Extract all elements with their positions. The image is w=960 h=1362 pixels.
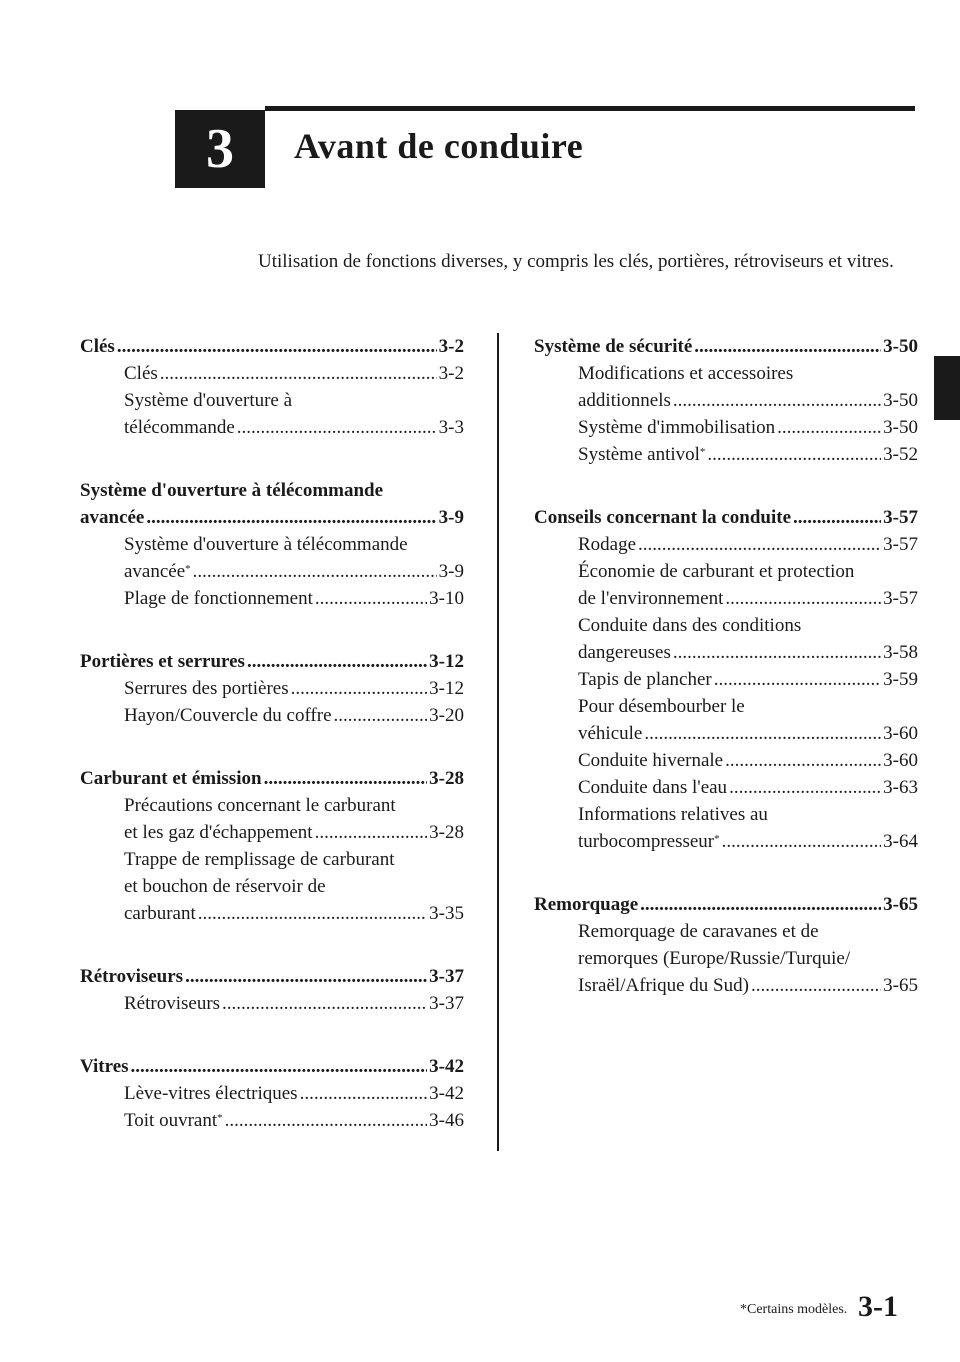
chapter-thumb-tab xyxy=(934,356,960,420)
page-ref: 3-37 xyxy=(429,993,464,1014)
asterisk-mark: * xyxy=(714,833,720,845)
toc-text: remorques (Europe/Russie/Turquie/ xyxy=(578,948,851,969)
toc-entry[interactable] xyxy=(80,846,464,873)
toc-text: avancée xyxy=(80,507,145,528)
page-ref: 3-28 xyxy=(429,822,464,843)
page-ref: 3-37 xyxy=(429,966,464,987)
chapter-title: Avant de conduire xyxy=(294,126,584,166)
asterisk-mark: * xyxy=(185,563,191,575)
page-ref: 3-10 xyxy=(429,588,464,609)
page-ref: 3-2 xyxy=(438,336,464,357)
dot-leader xyxy=(198,900,427,927)
toc-entry[interactable] xyxy=(534,945,918,972)
dot-leader xyxy=(315,585,427,612)
toc-text: Clés xyxy=(80,336,115,357)
page-ref: 3-12 xyxy=(429,651,464,672)
toc-text: Système antivol xyxy=(578,444,700,465)
page-ref: 3-60 xyxy=(883,723,918,744)
toc-entry[interactable] xyxy=(80,387,464,414)
toc-text: Conduite dans l'eau xyxy=(578,777,728,798)
toc-text: carburant xyxy=(124,903,196,924)
toc-text: Précautions concernant le carburant xyxy=(124,795,396,816)
toc-text: et bouchon de réservoir de xyxy=(124,876,326,897)
page-ref: 3-57 xyxy=(883,534,918,555)
toc-entry[interactable] xyxy=(80,675,464,702)
dot-leader xyxy=(185,963,427,990)
page-ref: 3-42 xyxy=(429,1083,464,1104)
page-ref: 3-52 xyxy=(883,444,918,465)
toc-text: Clés xyxy=(124,363,158,384)
dot-leader xyxy=(160,360,437,387)
chapter-number: 3 xyxy=(206,118,234,180)
dot-leader xyxy=(793,504,881,531)
page-ref: 3-20 xyxy=(429,705,464,726)
toc-text: Remorquage de caravanes et de xyxy=(578,921,819,942)
page-ref: 3-50 xyxy=(883,390,918,411)
asterisk-mark: * xyxy=(699,446,706,458)
toc-entry[interactable] xyxy=(80,1080,464,1107)
toc-entry[interactable] xyxy=(80,819,464,846)
page-ref: 3-50 xyxy=(883,336,918,357)
page-ref: 3-2 xyxy=(438,363,464,384)
toc-section xyxy=(80,477,464,612)
dot-leader xyxy=(291,675,428,702)
toc-entry[interactable] xyxy=(80,1107,464,1134)
toc-text: Israël/Afrique du Sud) xyxy=(578,975,749,996)
dot-leader xyxy=(222,990,427,1017)
toc-text: Lève-vitres électriques xyxy=(124,1083,298,1104)
toc-section xyxy=(80,648,464,729)
dot-leader xyxy=(725,747,881,774)
section-heading[interactable] xyxy=(534,333,918,360)
toc-entry[interactable] xyxy=(534,585,918,612)
section-heading[interactable] xyxy=(80,477,464,504)
toc-entry[interactable] xyxy=(80,585,464,612)
toc-text: Pour désembourber le xyxy=(578,696,745,717)
page-ref: 3-63 xyxy=(883,777,918,798)
page-ref: 3-50 xyxy=(883,417,918,438)
toc-right-column xyxy=(534,333,918,1035)
section-heading[interactable] xyxy=(80,333,464,360)
dot-leader xyxy=(673,387,881,414)
dot-leader xyxy=(237,414,437,441)
dot-leader xyxy=(725,585,881,612)
toc-text: et les gaz d'échappement xyxy=(124,822,313,843)
dot-leader xyxy=(247,648,427,675)
page-number: 3-1 xyxy=(858,1290,898,1323)
toc-entry[interactable] xyxy=(534,972,918,999)
chapter-header-rule xyxy=(265,106,915,111)
toc-text: véhicule xyxy=(578,723,643,744)
toc-left-column xyxy=(80,333,464,1170)
section-heading[interactable] xyxy=(80,504,464,531)
dot-leader xyxy=(640,891,881,918)
section-heading[interactable] xyxy=(534,891,918,918)
dot-leader xyxy=(644,720,881,747)
toc-entry[interactable] xyxy=(534,531,918,558)
toc-entry[interactable] xyxy=(534,360,918,387)
toc-text: Informations relatives au xyxy=(578,804,768,825)
dot-leader xyxy=(300,1080,428,1107)
page-ref: 3-59 xyxy=(883,669,918,690)
dot-leader xyxy=(694,333,881,360)
dot-leader xyxy=(264,765,428,792)
section-heading[interactable] xyxy=(534,504,918,531)
dot-leader xyxy=(722,828,882,855)
toc-text: additionnels xyxy=(578,390,671,411)
toc-section xyxy=(80,333,464,441)
page-ref: 3-57 xyxy=(883,507,918,528)
dot-leader xyxy=(751,972,881,999)
column-divider xyxy=(497,333,499,1151)
page-ref: 3-9 xyxy=(438,507,464,528)
dot-leader xyxy=(707,441,881,468)
toc-text: Modifications et accessoires xyxy=(578,363,794,384)
toc-text: Conduite dans des conditions xyxy=(578,615,802,636)
toc-text: Rétroviseurs xyxy=(124,993,221,1014)
page-ref: 3-28 xyxy=(429,768,464,789)
toc-entry[interactable] xyxy=(534,720,918,747)
toc-section xyxy=(80,765,464,927)
toc-entry[interactable] xyxy=(80,360,464,387)
toc-section xyxy=(80,1053,464,1134)
page-ref: 3-58 xyxy=(883,642,918,663)
toc-section xyxy=(80,963,464,1017)
toc-entry[interactable] xyxy=(80,702,464,729)
page-ref: 3-42 xyxy=(429,1056,464,1077)
toc-text: Système d'ouverture à xyxy=(124,390,293,411)
footnote: *Certains modèles. xyxy=(740,1302,848,1317)
toc-text: dangereuses xyxy=(578,642,671,663)
toc-text: Toit ouvrant xyxy=(124,1110,218,1131)
page-ref: 3-12 xyxy=(429,678,464,699)
toc-text: turbocompresseur xyxy=(578,831,715,852)
page-ref: 3-46 xyxy=(429,1110,464,1131)
toc-entry[interactable] xyxy=(534,414,918,441)
toc-text: avancée xyxy=(124,561,186,582)
toc-entry[interactable] xyxy=(534,747,918,774)
toc-text: télécommande xyxy=(124,417,235,438)
section-heading[interactable] xyxy=(80,765,464,792)
page-ref: 3-65 xyxy=(883,894,918,915)
chapter-intro: Utilisation de fonctions diverses, y compris les clés, portières, rétroviseurs et vitres. xyxy=(258,251,894,272)
toc-entry[interactable] xyxy=(534,387,918,414)
toc-entry[interactable] xyxy=(80,900,464,927)
section-heading[interactable] xyxy=(80,963,464,990)
toc-text: Système d'ouverture à télécommande xyxy=(124,534,408,555)
toc-text: de l'environnement xyxy=(578,588,724,609)
toc-text: Vitres xyxy=(80,1056,129,1077)
dot-leader xyxy=(315,819,428,846)
dot-leader xyxy=(729,774,881,801)
toc-entry[interactable] xyxy=(80,558,464,585)
toc-entry[interactable] xyxy=(534,612,918,639)
toc-entry[interactable] xyxy=(534,693,918,720)
toc-section xyxy=(534,333,918,468)
toc-text: Portières et serrures xyxy=(80,651,245,672)
dot-leader xyxy=(225,1107,428,1134)
toc-entry[interactable] xyxy=(80,990,464,1017)
asterisk-mark: * xyxy=(217,1112,223,1124)
toc-entry[interactable] xyxy=(534,666,918,693)
toc-entry[interactable] xyxy=(80,414,464,441)
toc-entry[interactable] xyxy=(534,558,918,585)
toc-entry[interactable] xyxy=(80,792,464,819)
page-ref: 3-35 xyxy=(429,903,464,924)
toc-section xyxy=(534,891,918,999)
section-heading[interactable] xyxy=(80,648,464,675)
dot-leader xyxy=(146,504,436,531)
toc-text: Remorquage xyxy=(534,894,639,915)
toc-entry[interactable] xyxy=(534,918,918,945)
toc-entry[interactable] xyxy=(534,828,918,855)
toc-text: Serrures des portières xyxy=(124,678,289,699)
toc-text: Rodage xyxy=(578,534,637,555)
chapter-number-box xyxy=(175,110,265,188)
toc-section xyxy=(534,504,918,855)
page-ref: 3-60 xyxy=(883,750,918,771)
page-ref: 3-9 xyxy=(438,561,464,582)
dot-leader xyxy=(334,702,428,729)
toc-text: Plage de fonctionnement xyxy=(124,588,313,609)
page-ref: 3-57 xyxy=(883,588,918,609)
dot-leader xyxy=(193,558,437,585)
toc-entry[interactable] xyxy=(534,441,918,468)
dot-leader xyxy=(638,531,881,558)
page-ref: 3-65 xyxy=(883,975,918,996)
toc-entry[interactable] xyxy=(534,774,918,801)
toc-text: Économie de carburant et protection xyxy=(578,561,855,582)
toc-text: Tapis de plancher xyxy=(578,669,712,690)
toc-text: Système d'ouverture à télécommande xyxy=(80,480,384,501)
page-ref: 3-3 xyxy=(438,417,464,438)
dot-leader xyxy=(117,333,437,360)
toc-text: Conduite hivernale xyxy=(578,750,724,771)
toc-text: Système de sécurité xyxy=(534,336,693,357)
dot-leader xyxy=(673,639,881,666)
toc-text: Trappe de remplissage de carburant xyxy=(124,849,395,870)
toc-entry[interactable] xyxy=(534,801,918,828)
toc-text: Hayon/Couvercle du coffre xyxy=(124,705,332,726)
dot-leader xyxy=(714,666,881,693)
toc-entry[interactable] xyxy=(534,639,918,666)
toc-entry[interactable] xyxy=(80,873,464,900)
toc-text: Rétroviseurs xyxy=(80,966,184,987)
page-ref: 3-64 xyxy=(883,831,918,852)
toc-text: Carburant et émission xyxy=(80,768,262,789)
dot-leader xyxy=(777,414,881,441)
dot-leader xyxy=(131,1053,428,1080)
toc-text: Conseils concernant la conduite xyxy=(534,507,792,528)
toc-entry[interactable] xyxy=(80,531,464,558)
section-heading[interactable] xyxy=(80,1053,464,1080)
toc-text: Système d'immobilisation xyxy=(578,417,776,438)
